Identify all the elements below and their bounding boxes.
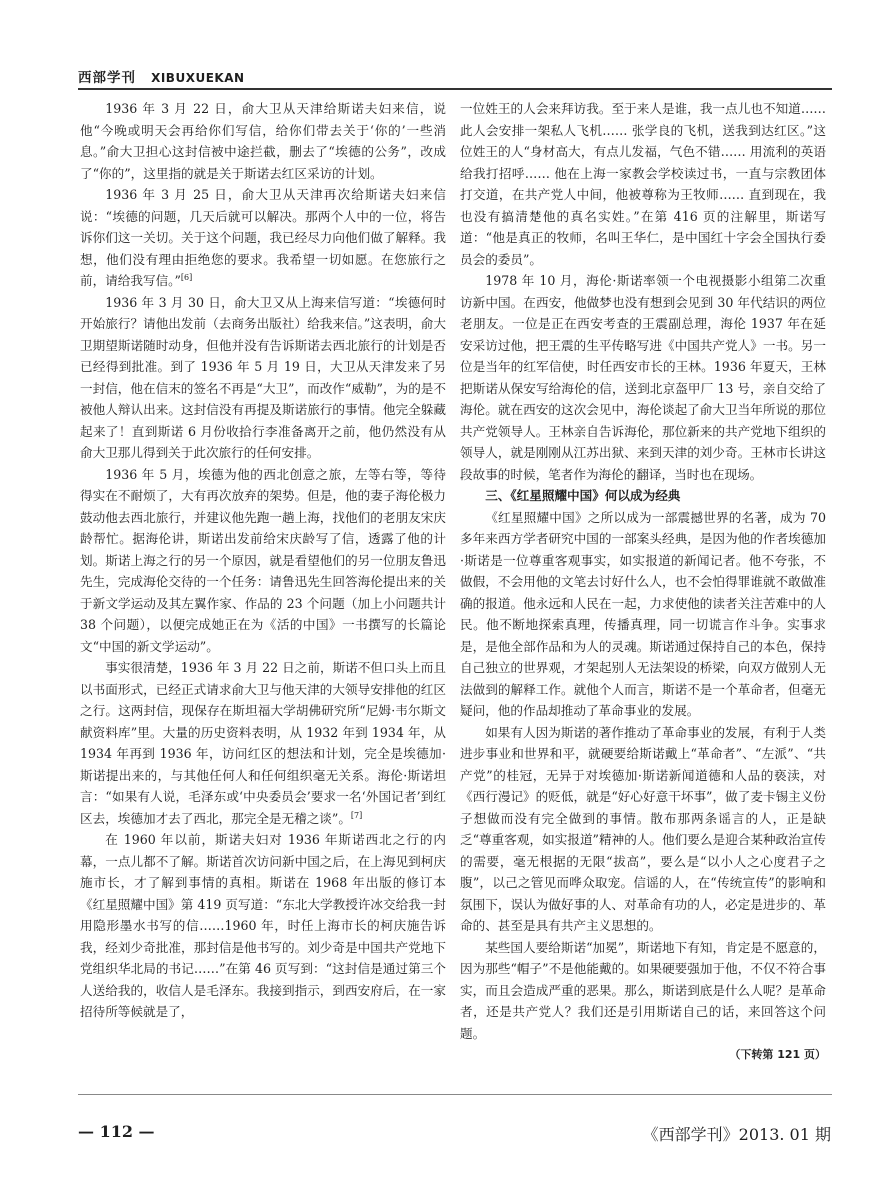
issue-label: 《西部学刊》2013. 01 期 [642,1125,831,1144]
citation-mark: [6] [180,272,193,282]
continued-note: （下转第 121 页） [729,1048,826,1061]
journal-pinyin: XIBUXUEKAN [151,71,245,85]
paragraph: 1978 年 10 月，海伦·斯诺率领一个电视摄影小组第二次重访新中国。在西安，他做梦也没有想到会见到 30 年代结识的两位老朋友。一位是正在西安考查的王震副总理，海伦 1937 年在延安采访过他，把王震的生平传略写进《中国共产党人》一书。另一位是当年的红军信使，时任西安市长的王林。1936 年夏天，王林把斯诺从保安写给海伦的信，送到北京盔甲厂 13 号，亲自交给了海伦。就在西安的这次会见中，海伦谈起了俞大卫当年所说的那位共产党领导人。王林亲自告诉海伦，那位新来的共产党地下组织的领导人，就是刚刚从江苏出狱、来到天津的刘少奇。王林市长讲这段故事的时候，笔者作为海伦的翻译，当时也在现场。 [460,273,826,482]
paragraph: 事实很清楚，1936 年 3 月 22 日之前，斯诺不但口头上而且以书面形式，已经正式请求俞大卫与他天津的大领导安排他的红区之行。这两封信，现保存在斯坦福大学胡佛研究所“尼姆·韦尔斯文献资料库”里。大量的历史资料表明，从 1932 年到 1934 年，从 1934 年再到 1936 年，访问红区的想法和计划，完全是埃德加·斯诺提出来的，与其他任何人和任何组织毫无关系。海伦·斯诺坦言：“如果有人说，毛泽东或‘中央委员会’要求一名‘外国记者’到红区去，埃德加才去了西北，那完全是无稽之谈”。[7] [80,660,446,826]
running-header [78,66,832,90]
paragraph: 如果有人因为斯诺的著作推动了革命事业的发展，有利于人类进步事业和世界和平，就硬要给斯诺戴上“革命者”、“左派”、“共产党”的桂冠，无异于对埃德加·斯诺新闻道德和人品的亵渎，对《西行漫记》的贬低，就是“好心好意干坏事”，做了麦卡锡主义份子想做而没有完全做到的事情。散布那两条谣言的人，正是缺乏“尊重客观，如实报道”精神的人。他们要么是迎合某种政治宣传的需要，毫无根据的无限“拔高”，要么是“以小人之心度君子之腹”，以己之管见而哗众取宠。信谣的人，在“传统宣传”的影响和氛围下，误认为做好事的人、对革命有功的人，必定是进步的、革命的、甚至是具有共产主义思想的。 [460,724,826,933]
paragraph: 在 1960 年以前，斯诺夫妇对 1936 年斯诺西北之行的内幕，一点儿都不了解。斯诺首次访问新中国之后，在上海见到柯庆施市长，才了解到事情的真相。斯诺在 1968 年出版的修订本《红星照耀中国》第 419 页写道：“东北大学教授许冰交给我一封用隐形墨水书写的信……1960 年，时任上海市长的柯庆施告诉我，经刘少奇批准，那封信是他书写的。刘少奇是中国共产党地下党组织华北局的书记……”在第 46 页写到：“这封信是通过第三个人送给我的，收信人是毛泽东。我接到指示，到西安府后，在一家招待所等候就是了， [80,832,446,1019]
paragraph: 一位姓王的人会来拜访我。至于来人是谁，我一点儿也不知道…… 此人会安排一架私人飞机…… 张学良的飞机，送我到达红区。”这位姓王的人“身材高大，有点儿发福，气色不错…… 用流利的英语给我打招呼…… 他在上海一家教会学校读过书，一直与宗教团体打交道，在共产党人中间，他被尊称为王牧师…… 直到现在，我也没有搞清楚他的真名实姓。”在第 416 页的注解里，斯诺写道：“他是真正的牧师，名叫王华仁，是中国红十字会全国执行委员会的委员”。 [460,101,826,267]
paragraph: 1936 年 5 月，埃德为他的西北创意之旅，左等右等，等待得实在不耐烦了，大有再次放弃的架势。但是，他的妻子海伦极力鼓动他去西北旅行，并建议他先跑一趟上海，找他们的老朋友宋庆龄帮忙。据海伦讲，斯诺出发前给宋庆龄写了信，透露了他的计划。斯诺上海之行的另一个原因，就是看望他们的另一位朋友鲁迅先生，完成海伦交待的一个任务：请鲁迅先生回答海伦提出来的关于新文学运动及其左翼作家、作品的 23 个问题（加上小问题共计 38 个问题），以便完成她正在为《活的中国》一书撰写的长篇论文“中国的新文学运动”。 [80,466,446,654]
paragraph: 《红星照耀中国》之所以成为一部震撼世界的名著，成为 70 多年来西方学者研究中国的一部案头经典，是因为他的作者埃德加·斯诺是一位尊重客观事实，如实报道的新闻记者。他不夸张，不做假，不会用他的文笔去讨好什么人，也不会怕得罪谁就不敢做准确的报道。他永远和人民在一起，力求使他的读者关注苦难中的人民。他不断地探索真理，传播真理，同一切谎言作斗争。实事求是，是他全部作品和为人的灵魂。斯诺通过保持自己的本色，保持自己独立的世界观，才架起别人无法架设的桥梁，向双方做别人无法做到的解释工作。就他个人而言，斯诺不是一个革命者，但毫无疑问，他的作品却推动了革命事业的发展。 [460,509,826,718]
section-heading: 三、《红星照耀中国》何以成为经典 [485,488,681,503]
left-column [80,98,446,1023]
paragraph: 1936 年 3 月 30 日，俞大卫又从上海来信写道：“埃德何时开始旅行？请他出发前（去商务出版社）给我来信。”这表明，俞大卫期望斯诺随时动身，但他并没有告诉斯诺去西北旅行的计划是否已经得到批准。到了 1936 年 5 月 19 日，大卫从天津发来了另一封信，他在信末的签名不再是“大卫”，而改作“威勒”，为的是不被他人辩认出来。这封信没有再提及斯诺旅行的事情。他完全躲藏起来了！直到斯诺 6 月份收拾行李准备离开之前，他仍然没有从俞大卫那儿得到关于此次旅行的任何安排。 [80,294,446,460]
citation-mark: [7] [350,810,363,820]
header-rule [78,88,832,90]
right-column [460,98,826,1066]
paragraph: 某些国人要给斯诺“加冕”，斯诺地下有知，肯定是不愿意的，因为那些“帽子”不是他能戴的。如果硬要强加于他，不仅不符合事实，而且会造成严重的恶果。那么，斯诺到底是什么人呢？是革命者，还是共产党人？我们还是引用斯诺自己的话，来回答这个问题。 [460,939,826,1041]
footer-rule [78,1094,832,1095]
paragraph: 1936 年 3 月 22 日，俞大卫从天津给斯诺夫妇来信，说他“今晚或明天会再给你们写信，给你们带去关于‘你的’一些消息。”俞大卫担心这封信被中途拦截，删去了“埃德的公务”，改成了“你的”，这里指的就是关于斯诺去红区采访的计划。 [80,101,446,181]
page-number: — 112 — [78,1122,155,1141]
journal-title: 西部学刊 [78,70,136,86]
paragraph: 1936 年 3 月 25 日，俞大卫从天津再次给斯诺夫妇来信说：“埃德的问题，几天后就可以解决。那两个人中的一位，将告诉你们这一关切。关于这个问题，我已经尽力向他们做了解释。我想，他们没有理由拒绝您的要求。我希望一切如愿。在您旅行之前，请给我写信。”[6] [80,187,446,288]
